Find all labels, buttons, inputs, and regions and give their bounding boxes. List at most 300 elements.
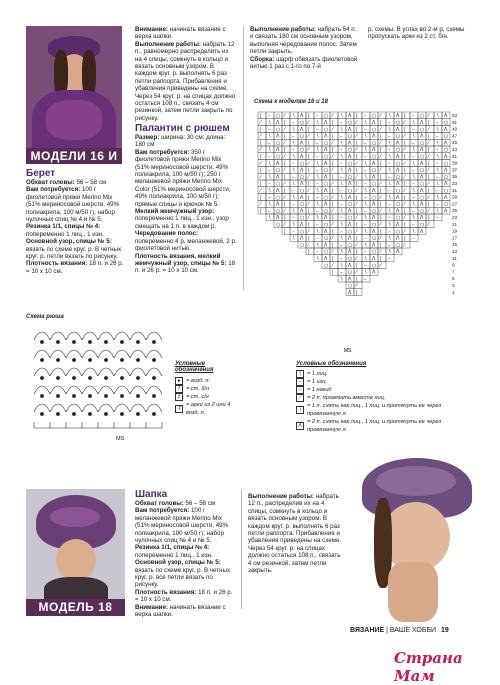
svg-text:Λ: Λ <box>372 242 376 249</box>
svg-text:∖: ∖ <box>412 215 416 222</box>
svg-text:⁄: ⁄ <box>332 126 333 133</box>
svg-text:|: | <box>356 167 358 174</box>
svg-text:○: ○ <box>324 222 329 228</box>
svg-text:∖: ∖ <box>268 215 272 222</box>
svg-text:–: – <box>316 126 319 133</box>
svg-text:∖: ∖ <box>268 174 272 181</box>
svg-text:|: | <box>284 147 286 154</box>
svg-text:Λ: Λ <box>300 167 304 174</box>
svg-text:∖: ∖ <box>316 201 320 208</box>
svg-text:|: | <box>356 276 358 283</box>
svg-text:|: | <box>356 154 358 160</box>
svg-text:∖: ∖ <box>268 120 272 126</box>
svg-text:–: – <box>364 140 367 147</box>
hat-chart-row-number: 37 <box>452 167 458 173</box>
svg-text:⁄: ⁄ <box>260 174 261 181</box>
svg-text:–: – <box>364 167 367 174</box>
svg-text:○: ○ <box>420 181 425 188</box>
svg-text:⁄: ⁄ <box>380 222 381 228</box>
svg-text:⁄: ⁄ <box>428 181 429 188</box>
svg-text:|: | <box>428 147 430 154</box>
svg-text:∖: ∖ <box>292 181 296 188</box>
svg-text:–: – <box>340 120 343 126</box>
svg-text:○: ○ <box>396 215 401 222</box>
svg-text:–: – <box>316 194 319 201</box>
svg-text:⁄: ⁄ <box>332 154 333 160</box>
svg-text:Λ: Λ <box>276 120 280 126</box>
svg-text:∖: ∖ <box>364 120 368 126</box>
svg-text:–: – <box>436 160 439 167</box>
svg-text:⁄: ⁄ <box>356 120 357 126</box>
svg-text:|: | <box>260 140 262 147</box>
legend-left-symbol: † <box>175 385 183 393</box>
svg-text:|: | <box>428 133 430 140</box>
footer-page-number: 19 <box>441 627 449 634</box>
svg-text:–: – <box>364 276 367 283</box>
hat-chart-row-number: 21 <box>452 221 458 227</box>
svg-text:∖: ∖ <box>388 113 392 120</box>
legend-right-text: = 1 п. снять как лиц., 1 лиц. и протянуть ее через провязанную п. <box>307 403 442 417</box>
svg-text:Λ: Λ <box>444 140 448 147</box>
svg-text:○: ○ <box>420 167 425 174</box>
svg-text:⁄: ⁄ <box>356 174 357 181</box>
hat-chart-row-number: 51 <box>452 119 458 125</box>
svg-text:|: | <box>380 160 382 167</box>
svg-text:–: – <box>268 181 271 188</box>
svg-text:–: – <box>340 188 343 194</box>
svg-text:–: – <box>340 269 343 276</box>
svg-text:–: – <box>364 249 367 256</box>
svg-text:∖: ∖ <box>436 140 440 147</box>
svg-text:⁄: ⁄ <box>284 167 285 174</box>
hat-section: Шапка Обхват головы: 56 – 58 см Вам потребуется: 100 г меланжевой пряжи Merino Mix (51% мериносовой шерсти, 49% полиакрила, 100 м/50 г); набор чулочных спиц № 4 и № 5. Резинка 1/1, спицы № 4: попеременно 1 лиц., 1 изн. Основной узор, спицы № 5: вязать по схеме круг. р. В четных круг. р. все петли вязать по рисунку. Плотность вязания: 18 п. и 26 р. = 10 х 10 см. Внимание: начинать вязание с верха шапки. <box>135 489 235 619</box>
svg-text:–: – <box>292 120 295 126</box>
svg-text:Λ: Λ <box>348 126 352 133</box>
svg-text:Λ: Λ <box>348 208 352 215</box>
legend-right-title: Условные обозначения <box>296 361 367 367</box>
svg-text:∖: ∖ <box>436 154 440 160</box>
svg-text:⁄: ⁄ <box>308 160 309 167</box>
svg-text:|: | <box>356 235 358 242</box>
svg-text:|: | <box>356 194 358 201</box>
svg-text:⁄: ⁄ <box>356 256 357 262</box>
svg-text:|: | <box>260 194 262 201</box>
legend-right-text: = 1 накид <box>307 387 332 393</box>
svg-text:–: – <box>412 208 415 215</box>
svg-text:⁄: ⁄ <box>260 188 261 194</box>
svg-text:Λ: Λ <box>348 276 352 283</box>
svg-text:–: – <box>436 133 439 140</box>
svg-text:∖: ∖ <box>316 256 320 262</box>
svg-text:Λ: Λ <box>324 120 328 126</box>
svg-text:Λ: Λ <box>276 188 280 194</box>
svg-text:|: | <box>260 208 262 215</box>
svg-text:⁄: ⁄ <box>260 160 261 167</box>
svg-text:–: – <box>364 262 367 269</box>
svg-text:⁄: ⁄ <box>380 167 381 174</box>
svg-text:○: ○ <box>396 147 401 154</box>
svg-text:|: | <box>356 140 358 147</box>
legend-left-text: = возд. п. <box>186 378 211 384</box>
ruffle-chart <box>26 322 166 444</box>
svg-text:–: – <box>436 188 439 194</box>
legend-left-symbol: ● <box>175 377 183 385</box>
svg-text:|: | <box>380 174 382 181</box>
svg-text:Λ: Λ <box>372 160 376 167</box>
svg-text:⁄: ⁄ <box>404 147 405 154</box>
legend-right-item <box>296 418 476 434</box>
svg-text:○: ○ <box>372 222 377 228</box>
svg-text:|: | <box>404 140 406 147</box>
svg-text:Λ: Λ <box>276 201 280 208</box>
svg-text:○: ○ <box>300 201 305 208</box>
svg-text:Λ: Λ <box>444 181 448 188</box>
svg-text:⁄: ⁄ <box>428 154 429 160</box>
svg-text:|: | <box>404 194 406 201</box>
svg-text:|: | <box>260 154 262 160</box>
legend-left-item <box>175 385 243 393</box>
svg-text:○: ○ <box>396 133 401 140</box>
legend-right-text: = 2 п. снять как лиц., 1 лиц. и протянуть ее через провязанную п. <box>307 419 442 433</box>
svg-text:○: ○ <box>420 208 425 215</box>
svg-text:⁄: ⁄ <box>308 120 309 126</box>
svg-text:|: | <box>308 167 310 174</box>
svg-text:Λ: Λ <box>372 174 376 181</box>
svg-text:–: – <box>436 147 439 154</box>
svg-text:Λ: Λ <box>372 188 376 194</box>
svg-text:Λ: Λ <box>372 256 376 262</box>
svg-text:○: ○ <box>300 160 305 167</box>
svg-text:|: | <box>380 228 382 235</box>
svg-text:–: – <box>292 228 295 235</box>
svg-text:|: | <box>380 133 382 140</box>
legend-right-symbol: ○ <box>296 386 304 394</box>
svg-text:⁄: ⁄ <box>308 133 309 140</box>
svg-text:⁄: ⁄ <box>428 167 429 174</box>
svg-text:∖: ∖ <box>340 194 344 201</box>
svg-text:∖: ∖ <box>436 113 440 120</box>
ruffle-chart-title: Схема рюша <box>26 314 64 320</box>
scarf-assembly-section: р. схемы. В углах во 2-м р. схемы пропускать арки из 2 ст. б/н. <box>368 26 465 41</box>
svg-text:○: ○ <box>300 188 305 194</box>
svg-text:|: | <box>308 249 310 256</box>
svg-text:|: | <box>404 113 406 120</box>
svg-text:|: | <box>332 188 334 194</box>
svg-text:○: ○ <box>444 133 449 140</box>
svg-text:⁄: ⁄ <box>284 194 285 201</box>
svg-text:○: ○ <box>300 133 305 140</box>
svg-text:⁄: ⁄ <box>428 140 429 147</box>
svg-text:Λ: Λ <box>348 113 352 120</box>
svg-text:–: – <box>364 126 367 133</box>
legend-right-text: = 1 лиц. <box>307 371 328 377</box>
svg-text:Λ: Λ <box>300 154 304 160</box>
svg-text:⁄: ⁄ <box>356 133 357 140</box>
svg-text:Λ: Λ <box>324 228 328 235</box>
svg-text:|: | <box>380 242 382 249</box>
svg-text:∖: ∖ <box>364 174 368 181</box>
svg-text:Λ: Λ <box>276 174 280 181</box>
svg-text:⁄: ⁄ <box>380 181 381 188</box>
svg-text:∖: ∖ <box>292 194 296 201</box>
legend-right-item <box>296 386 476 394</box>
svg-text:○: ○ <box>348 147 353 154</box>
svg-text:○: ○ <box>348 256 353 262</box>
svg-text:∖: ∖ <box>364 215 368 222</box>
svg-text:–: – <box>316 181 319 188</box>
svg-text:–: – <box>412 167 415 174</box>
svg-text:Λ: Λ <box>396 249 400 256</box>
svg-text:–: – <box>340 215 343 222</box>
legend-right-item <box>296 378 476 386</box>
svg-text:–: – <box>412 113 415 120</box>
svg-text:⁄: ⁄ <box>332 140 333 147</box>
svg-text:Λ: Λ <box>276 147 280 154</box>
hat-chart-row-number: 19 <box>452 228 458 234</box>
svg-text:∖: ∖ <box>412 120 416 126</box>
svg-text:|: | <box>332 228 334 235</box>
svg-text:Λ: Λ <box>396 194 400 201</box>
svg-text:∖: ∖ <box>292 235 296 242</box>
svg-text:○: ○ <box>348 201 353 208</box>
svg-text:Λ: Λ <box>420 174 424 181</box>
svg-text:∖: ∖ <box>316 174 320 181</box>
svg-text:○: ○ <box>276 222 281 228</box>
svg-text:|: | <box>428 201 430 208</box>
svg-text:Λ: Λ <box>420 120 424 126</box>
legend-right-text: = 2 п. провязать вместе лиц. <box>307 395 386 401</box>
svg-text:∖: ∖ <box>340 208 344 215</box>
svg-text:Λ: Λ <box>348 290 352 296</box>
svg-text:○: ○ <box>348 269 353 276</box>
scarf-work-section: Выполнение работы: набрать 54 п. и связать 180 см основным узором, выполняя чередование полос. Затем петли закрыть. Сборка: шарф обвязать фиолетовой нитью 1 раз с 1-го по 7-й <box>250 26 358 71</box>
svg-text:–: – <box>436 201 439 208</box>
svg-text:–: – <box>364 222 367 228</box>
svg-text:○: ○ <box>372 262 377 269</box>
svg-text:|: | <box>284 174 286 181</box>
svg-text:|: | <box>380 256 382 262</box>
legend-right-symbol: | <box>296 370 304 378</box>
svg-text:⁄: ⁄ <box>308 188 309 194</box>
svg-text:|: | <box>356 222 358 228</box>
svg-text:○: ○ <box>444 160 449 167</box>
svg-text:–: – <box>316 113 319 120</box>
svg-text:–: – <box>388 188 391 194</box>
svg-text:–: – <box>388 160 391 167</box>
svg-text:|: | <box>404 181 406 188</box>
svg-text:○: ○ <box>348 133 353 140</box>
model-18-tag: МОДЕЛЬ 18 <box>26 599 125 616</box>
svg-text:○: ○ <box>276 140 281 147</box>
svg-text:|: | <box>308 140 310 147</box>
svg-text:○: ○ <box>372 113 377 120</box>
hat-chart-row-number: 13 <box>452 249 458 254</box>
svg-text:–: – <box>388 120 391 126</box>
svg-text:∖: ∖ <box>292 154 296 160</box>
page-footer: ВЯЗАНИЕ | ВАШЕ ХОББИ 19 <box>350 627 449 634</box>
svg-text:Λ: Λ <box>324 133 328 140</box>
svg-text:–: – <box>364 181 367 188</box>
hat-chart-row-number: 41 <box>452 153 458 159</box>
svg-text:⁄: ⁄ <box>404 188 405 194</box>
svg-text:∖: ∖ <box>340 249 344 256</box>
svg-text:Λ: Λ <box>444 126 448 133</box>
legend-left-text: = арки из 2 или 4 возд. п. <box>186 402 231 416</box>
svg-text:∖: ∖ <box>364 256 368 262</box>
svg-text:⁄: ⁄ <box>308 174 309 181</box>
beret-text: Обхват головы: 56 – 58 см Вам потребуется: 100 г фиолетовой пряжи Merino Mix (51% мериносовой шерсти, 49% полиакрила, 100 м/50 г); набор чулочных спиц № 4 и № 5. Резинка 1/1, спицы № 4: попеременно 1 лиц., 1 изн. Основной узор, спицы № 5: вязать по схеме круг. р. В четных круг. р. петли вязать по рисунку. Плотность вязания: 18 п. и 26 р. = 10 х 10 см. <box>26 179 124 275</box>
svg-text:○: ○ <box>300 120 305 126</box>
svg-text:∖: ∖ <box>340 235 344 242</box>
svg-text:∖: ∖ <box>292 126 296 133</box>
svg-text:Λ: Λ <box>372 269 376 276</box>
svg-text:⁄: ⁄ <box>356 188 357 194</box>
svg-text:Λ: Λ <box>348 249 352 256</box>
svg-text:|: | <box>260 167 262 174</box>
svg-text:|: | <box>428 160 430 167</box>
svg-text:⁄: ⁄ <box>428 222 429 228</box>
hat-work-section: Выполнение работы: набрать 12 п., распределив их на 4 спицы, сомкнуть в кольцо и вязать основным узором. В каждом круг. р. выполнять 6 раз петли раппорта. Прибавления и убавления приведены на схеме. Через 54 круг. р. на спицах должно остаться 108 п., связать 4 см резинкой, затем петли закрыть. <box>248 493 342 575</box>
svg-text:⁄: ⁄ <box>308 242 309 249</box>
svg-text:∖: ∖ <box>292 167 296 174</box>
svg-text:⁄: ⁄ <box>308 147 309 154</box>
svg-text:–: – <box>340 147 343 154</box>
svg-text:○: ○ <box>372 194 377 201</box>
svg-text:Λ: Λ <box>396 113 400 120</box>
watermark: Страна Мам <box>394 649 463 685</box>
svg-text:–: – <box>340 242 343 249</box>
svg-text:∖: ∖ <box>268 160 272 167</box>
svg-text:○: ○ <box>324 140 329 147</box>
svg-text:–: – <box>412 194 415 201</box>
svg-text:∖: ∖ <box>316 120 320 126</box>
svg-text:Λ: Λ <box>300 140 304 147</box>
svg-text:∖: ∖ <box>388 140 392 147</box>
svg-text:–: – <box>412 181 415 188</box>
svg-text:⁄: ⁄ <box>356 269 357 276</box>
svg-text:|: | <box>428 215 430 222</box>
svg-text:–: – <box>412 126 415 133</box>
svg-text:⁄: ⁄ <box>356 147 357 154</box>
legend-left-symbol: ‡ <box>175 393 183 401</box>
svg-text:○: ○ <box>372 235 377 242</box>
hat-chart <box>252 108 478 356</box>
svg-text:⁄: ⁄ <box>404 120 405 126</box>
svg-text:|: | <box>332 256 334 262</box>
svg-text:Λ: Λ <box>396 235 400 242</box>
svg-text:⁄: ⁄ <box>428 126 429 133</box>
svg-text:Λ: Λ <box>396 222 400 228</box>
svg-text:Λ: Λ <box>372 215 376 222</box>
svg-text:○: ○ <box>276 126 281 133</box>
svg-text:⁄: ⁄ <box>404 160 405 167</box>
svg-text:Λ: Λ <box>420 160 424 167</box>
svg-text:Λ: Λ <box>372 201 376 208</box>
svg-text:○: ○ <box>420 154 425 160</box>
svg-text:○: ○ <box>324 126 329 133</box>
svg-text:–: – <box>388 256 391 262</box>
svg-text:–: – <box>388 228 391 235</box>
svg-text:Λ: Λ <box>372 147 376 154</box>
svg-text:–: – <box>292 160 295 167</box>
hat-chart-row-number: 25 <box>452 208 458 214</box>
beret-section <box>26 168 124 275</box>
svg-text:Λ: Λ <box>276 133 280 140</box>
svg-text:–: – <box>268 154 271 160</box>
svg-text:⁄: ⁄ <box>308 215 309 222</box>
svg-text:⁄: ⁄ <box>356 201 357 208</box>
svg-text:–: – <box>436 215 439 222</box>
svg-text:–: – <box>364 235 367 242</box>
svg-text:–: – <box>316 167 319 174</box>
hat-chart-row-number: 43 <box>452 147 458 152</box>
svg-text:∖: ∖ <box>340 126 344 133</box>
svg-text:|: | <box>404 235 406 242</box>
legend-left-item <box>175 401 243 417</box>
svg-text:∖: ∖ <box>364 201 368 208</box>
hat-chart-row-number: 3 <box>452 283 455 288</box>
svg-text:⁄: ⁄ <box>404 215 405 222</box>
svg-text:–: – <box>412 222 415 228</box>
svg-text:⁄: ⁄ <box>332 235 333 242</box>
svg-text:|: | <box>404 167 406 174</box>
legend-right-symbol: ⁄ <box>296 394 304 402</box>
svg-text:|: | <box>404 208 406 215</box>
svg-text:⁄: ⁄ <box>260 133 261 140</box>
svg-text:|: | <box>356 249 358 256</box>
svg-text:∖: ∖ <box>340 154 344 160</box>
svg-text:|: | <box>308 154 310 160</box>
svg-text:∖: ∖ <box>268 147 272 154</box>
svg-text:⁄: ⁄ <box>380 235 381 242</box>
svg-text:○: ○ <box>324 194 329 201</box>
svg-text:∖: ∖ <box>316 242 320 249</box>
svg-text:|: | <box>332 133 334 140</box>
svg-text:⁄: ⁄ <box>332 222 333 228</box>
svg-text:–: – <box>388 201 391 208</box>
svg-text:∖: ∖ <box>316 147 320 154</box>
svg-text:∖: ∖ <box>412 201 416 208</box>
svg-text:⁄: ⁄ <box>356 242 357 249</box>
svg-text:○: ○ <box>396 228 401 235</box>
svg-text:|: | <box>356 262 358 269</box>
svg-text:∖: ∖ <box>340 276 344 283</box>
svg-text:|: | <box>332 215 334 222</box>
svg-text:Λ: Λ <box>348 222 352 228</box>
svg-text:○: ○ <box>420 222 425 228</box>
svg-text:∖: ∖ <box>340 113 344 120</box>
legend-right-symbol: ∖ <box>296 406 304 414</box>
svg-text:|: | <box>380 120 382 126</box>
svg-text:⁄: ⁄ <box>404 201 405 208</box>
svg-text:∖: ∖ <box>388 126 392 133</box>
svg-text:○: ○ <box>396 120 401 126</box>
svg-text:∖: ∖ <box>364 147 368 154</box>
hat-chart-row-number: 1 <box>452 289 455 295</box>
svg-text:○: ○ <box>372 154 377 160</box>
svg-text:|: | <box>428 174 430 181</box>
svg-text:–: – <box>388 242 391 249</box>
svg-text:|: | <box>284 228 286 235</box>
svg-text:⁄: ⁄ <box>428 113 429 120</box>
legend-left-item <box>175 377 243 385</box>
svg-text:–: – <box>268 113 271 120</box>
svg-text:○: ○ <box>348 215 353 222</box>
svg-text:⁄: ⁄ <box>284 154 285 160</box>
svg-text:○: ○ <box>348 242 353 249</box>
svg-text:○: ○ <box>324 167 329 174</box>
hat-chart-row-number: 39 <box>452 160 458 166</box>
